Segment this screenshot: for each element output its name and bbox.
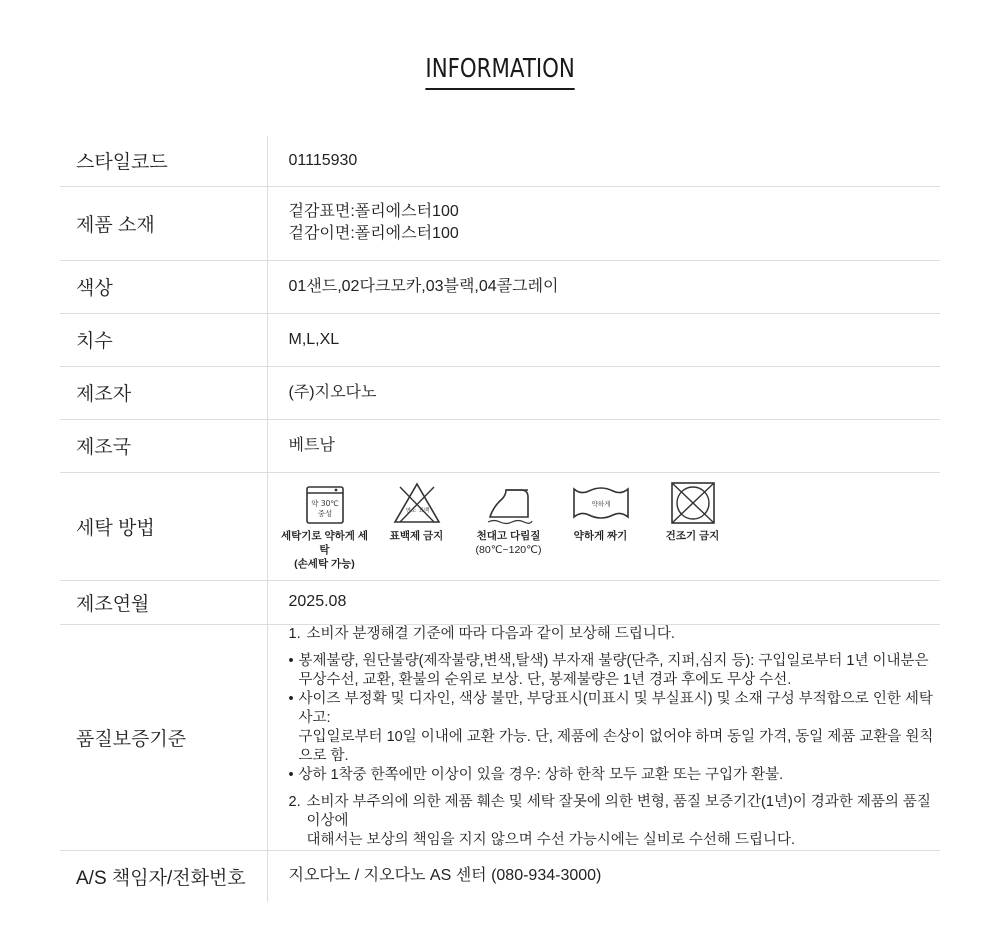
iron-icon	[484, 481, 534, 525]
no-bleach-icon	[392, 481, 442, 525]
wash-caption: (80℃~120℃)	[475, 544, 542, 556]
wash-icon-text: 중성	[317, 509, 332, 518]
wash-item	[647, 481, 739, 543]
wash-icon-text: 표백	[418, 508, 429, 514]
quality-num: 2.	[288, 793, 301, 810]
quality-item	[289, 625, 941, 644]
bullet-mark: •	[288, 652, 294, 669]
washtub-icon	[305, 481, 345, 525]
quality-line: 구입일로부터 10일 이내에 교환 가능. 단, 제품에 손상이 없어야 하며 동일 가격, 동일 제품 교환을 원칙으로 함.	[298, 728, 934, 764]
quality-line: 사이즈 부정확 및 디자인, 색상 불만, 부당표시(미표시 및 부실표시) 및 소재 구성 부적합으로 인한 세탁 사고:	[298, 690, 933, 726]
label-color: 색상	[60, 260, 267, 313]
wash-icon-text: 약 30℃	[310, 499, 339, 508]
value-color: 01샌드,02다크모카,03블랙,04콜그레이	[288, 277, 559, 295]
label-country: 제조국	[60, 419, 267, 472]
label-maker: 제조자	[60, 366, 267, 419]
wash-caption: (손세탁 가능)	[294, 558, 355, 570]
material-line: 겉감이면:폴리에스터100	[288, 225, 459, 242]
row-washing	[60, 472, 940, 580]
row-material	[60, 186, 940, 260]
quality-line: 무상수선, 교환, 환불의 순위로 보상. 단, 봉제불량은 1년 경과 후에도 무상 수선.	[298, 671, 792, 688]
row-quality	[60, 624, 940, 850]
washing-icons	[279, 481, 941, 571]
quality-text	[289, 625, 941, 850]
quality-bullet	[289, 766, 941, 785]
quality-line: 봉제불량, 원단불량(제작불량,변색,탈색) 부자재 불량(단추, 지퍼,심지 등): 구입일로부터 1년 이내분은	[298, 652, 929, 669]
wash-item	[463, 481, 555, 557]
row-style-code	[60, 136, 940, 186]
wash-icon-text: 약하게	[591, 500, 610, 508]
value-style-code: 01115930	[288, 151, 358, 169]
wring-icon	[571, 481, 631, 525]
wash-caption: 천대고 다림질	[476, 530, 541, 542]
label-size: 치수	[60, 313, 267, 366]
value-washing	[267, 472, 940, 580]
info-table	[60, 136, 940, 902]
row-country	[60, 419, 940, 472]
value-size: M,L,XL	[288, 330, 340, 348]
title-wrap	[0, 52, 1000, 90]
quality-bullet	[289, 690, 941, 728]
row-maker	[60, 366, 940, 419]
value-country: 베트남	[288, 436, 335, 454]
wash-item	[279, 481, 371, 571]
label-quality: 품질보증기준	[60, 624, 267, 850]
quality-line: 상하 1착중 한쪽에만 이상이 있을 경우: 상하 한착 모두 교환 또는 구입가 환불.	[298, 766, 784, 783]
row-size	[60, 313, 940, 366]
value-material	[267, 186, 940, 260]
label-material: 제품 소재	[60, 186, 267, 260]
bullet-mark: •	[288, 766, 294, 783]
label-as: A/S 책임자/전화번호	[60, 850, 267, 902]
label-washing: 세탁 방법	[60, 472, 267, 580]
wash-caption: 약하게 짜기	[573, 530, 628, 542]
quality-bullet	[289, 652, 941, 671]
quality-line: 소비자 분쟁해결 기준에 따라 다음과 같이 보상해 드립니다.	[306, 625, 675, 642]
value-as: 지오다노 / 지오다노 AS 센터 (080-934-3000)	[288, 867, 602, 885]
label-style-code: 스타일코드	[60, 136, 267, 186]
material-line: 겉감표면:폴리에스터100	[288, 203, 459, 220]
quality-num: 1.	[288, 625, 301, 642]
wash-item	[371, 481, 463, 543]
row-as	[60, 850, 940, 902]
value-maker: (주)지오다노	[288, 383, 377, 401]
wash-caption: 표백제 금지	[389, 530, 444, 542]
value-quality	[267, 624, 940, 850]
quality-item	[289, 793, 941, 831]
wash-caption: 건조기 금지	[665, 530, 720, 542]
quality-line: 대해서는 보상의 책임을 지지 않으며 수선 가능시에는 실비로 수선해 드립니다.	[306, 831, 796, 848]
quality-line: 소비자 부주의에 의한 제품 훼손 및 세탁 잘못에 의한 변형, 품질 보증기간(1년)이 경과한 제품의 품질이상에	[306, 793, 931, 829]
row-date	[60, 580, 940, 624]
label-date: 제조연월	[60, 580, 267, 624]
no-tumble-dry-icon	[670, 481, 716, 525]
wash-caption: 세탁기로 약하게 세탁	[281, 530, 368, 556]
wash-icon-text: 염소	[405, 508, 416, 514]
wash-item	[555, 481, 647, 543]
row-color	[60, 260, 940, 313]
bullet-mark: •	[288, 690, 294, 707]
page-title: INFORMATION	[425, 52, 574, 90]
value-date: 2025.08	[288, 593, 347, 610]
